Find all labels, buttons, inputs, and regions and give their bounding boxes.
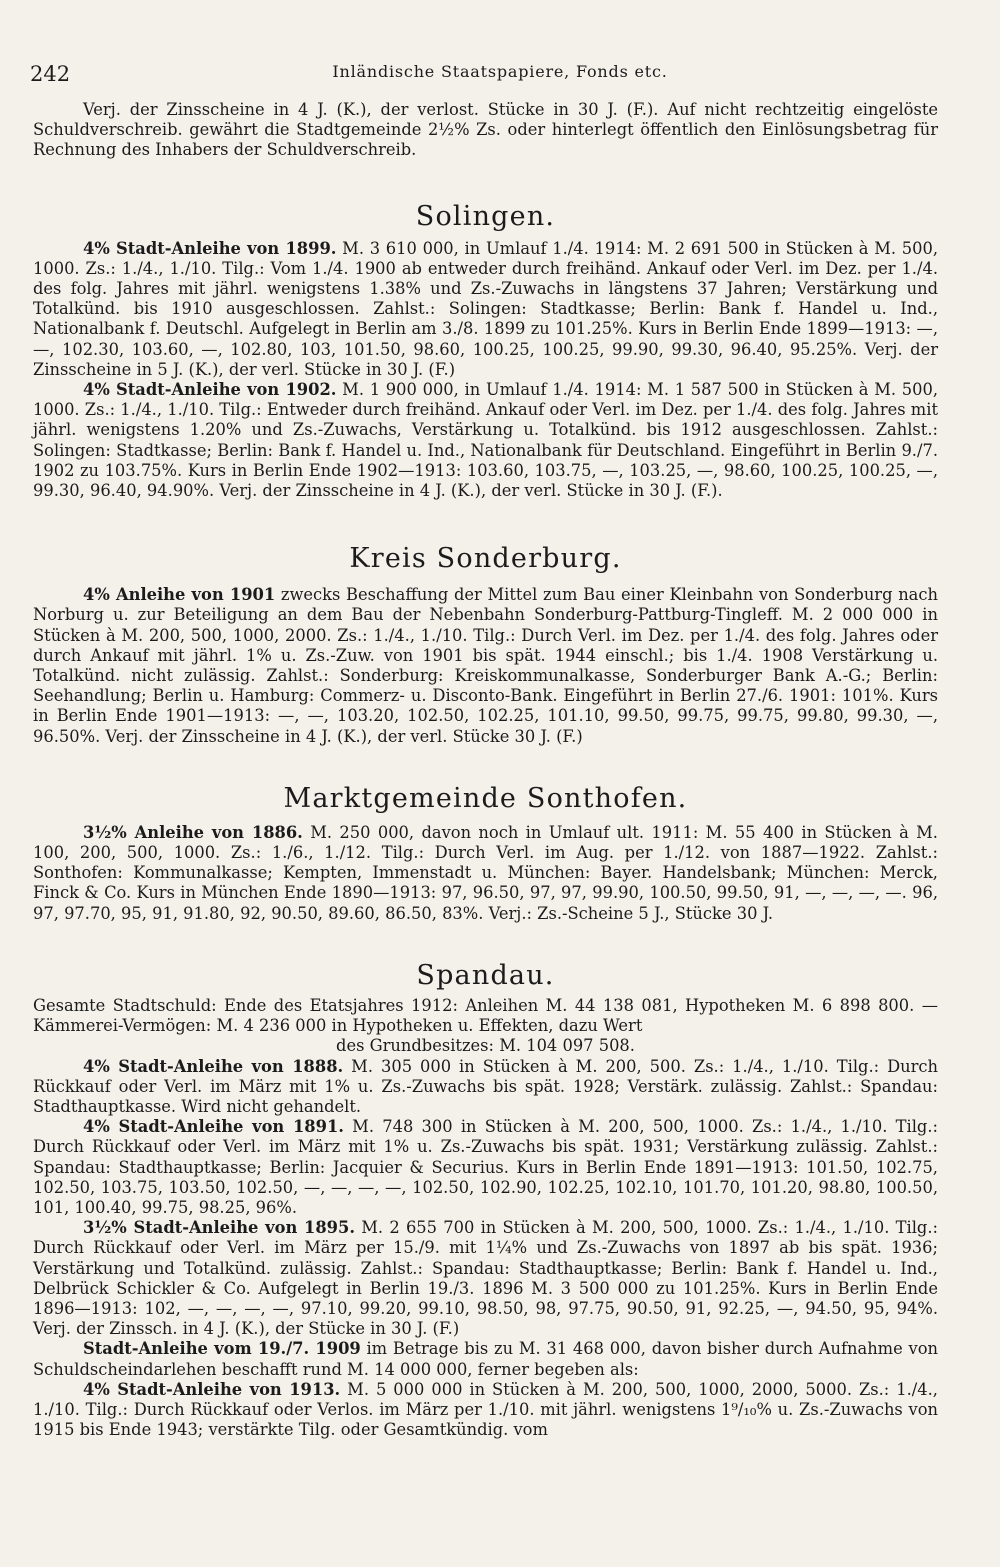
entry-lead: Stadt-Anleihe vom 19./7. 1909 [83,1339,361,1359]
entry-text: M. 5 000 000 in Stücken à M. 200, 500, 1000, 2000, 5000. Zs.: 1./4., 1./10. Tilg.: Durch Rückkauf oder Verlos. im März per 1./10. mit jährl. wenigstens 1⁹/₁₀% u. Zs.-Zuwachs von 1915 bis Ende 1943; verstärkte Tilg. oder Gesamtkündig. vom [33,1379,938,1440]
entry-text: M. 305 000 in Stücken à M. 200, 500. Zs.: 1./4., 1./10. Tilg.: Durch Rückkauf oder Verl. im März mit 1% u. Zs.-Zuwachs bis spät. 1928; Verstärk. zulässig. Zahlst.: Spandau: Stadthauptkasse. Wird nicht gehandelt. [33,1056,938,1116]
section-title-spandau: Spandau. [416,959,555,991]
summary-paragraph: Gesamte Stadtschuld: Ende des Etatsjahres 1912: Anleihen M. 44 138 081, Hypotheken M. 6 898 800. — Kämmerei-Vermögen: M. 4 236 000 in Hypotheken u. Effekten, dazu Wert [33,995,938,1036]
running-title: Inländische Staatspapiere, Fonds etc. [332,62,668,81]
page-content [33,100,938,1440]
entry-paragraph [33,1380,938,1441]
entry-paragraph [33,1057,938,1118]
section-title-solingen: Solingen. [415,200,556,232]
entry-paragraph [33,1218,938,1339]
entry-text: zwecks Beschaffung der Mittel zum Bau einer Kleinbahn von Sonderburg nach Norburg u. zur Beteiligung an dem Bau der Nebenbahn Sonderburg-Pattburg-Tingleff. M. 2 000 000 in Stücken à M. 200, 500, 1000, 2000. Zs.: 1./4., 1./10. Tilg.: Durch Verl. im Dez. per 1./4. des folg. Jahres oder durch Ankauf mit jährl. 1% u. Zs.-Zuw. von 1901 bis spät. 1944 einschl.; bis 1./4. 1908 Verstärkung u. Totalkünd. nicht zulässig. Zahlst.: Sonderburg: Kreiskommunalkasse, Sonderburger Bank A.-G.; Berlin: Seehandlung; Berlin u. Hamburg: Commerz- u. Disconto-Bank. Eingeführt in Berlin 27./6. 1901: 101%. Kurs in Berlin Ende 1901—1913: —, —, 103.20, 102.50, 102.25, 101.10, 99.50, 99.75, 99.75, 99.80, 99.30, —, 96.50%. Verj. der Zinsscheine in 4 J. (K.), der verl. Stücke 30 J. (F.) [33,585,938,746]
page-header [30,56,970,92]
entry-text: im Betrage bis zu M. 31 468 000, davon bisher durch Aufnahme von Schuldscheindarlehen beschafft rund M. 14 000 000, ferner begeben als: [33,1339,938,1379]
entry-text: M. 1 900 000, in Umlauf 1./4. 1914: M. 1 587 500 in Stücken à M. 500, 1000. Zs.: 1./4., 1./10. Tilg.: Entweder durch freihänd. Ankauf oder Verl. im Dez. per 1./4. des folg. Jahres mit jährl. wenigstens 1.20% und Zs.-Zuwachs, Verstärkung u. Totalkünd. bis 1912 ausgeschlossen. Zahlst.: Solingen: Stadtkasse; Berlin: Bank f. Handel u. Ind., Nationalbank für Deutschland. Eingeführt in Berlin 9./7. 1902 zu 103.75%. Kurs in Berlin Ende 1902—1913: 103.60, 103.75, —, 103.25, —, 98.60, 100.25, 100.25, —, 99.30, 96.40, 94.90%. Verj. der Zinsscheine in 4 J. (K.), der verl. Stücke in 30 J. (F.). [33,380,939,501]
entry-lead: 4% Stadt-Anleihe von 1891. [83,1117,344,1137]
entry-text: M. 2 655 700 in Stücken à M. 200, 500, 1000. Zs.: 1./4., 1./10. Tilg.: Durch Rückkauf oder Verl. im März per 15./9. mit 1¼% und Zs.-Zuwachs von 1897 ab bis spät. 1936; Verstärkung und Totalkünd. zulässig. Zahlst.: Spandau: Stadthauptkasse; Berlin: Bank f. Handel u. Ind., Delbrück Schickler & Co. Aufgelegt in Berlin 19./3. 1896 M. 3 500 000 zu 101.25%. Kurs in Berlin Ende 1896—1913: 102, —, —, —, —, 97.10, 99.20, 99.10, 98.50, 98, 97.75, 90.50, 91, 92.25, —, 94.50, 95, 94%. Verj. der Zinssch. in 4 J. (K.), der Stücke in 30 J. (F.) [33,1218,938,1339]
entry-paragraph [33,1339,938,1379]
entry-lead: 4% Stadt-Anleihe von 1888. [83,1056,344,1076]
entry-lead: 3½% Stadt-Anleihe von 1895. [83,1218,356,1238]
entry-paragraph [33,239,938,380]
page-number: 242 [30,62,71,86]
entry-lead: 4% Stadt-Anleihe von 1913. [83,1379,341,1399]
entry-lead: 4% Stadt-Anleihe von 1899. [83,238,337,258]
entry-lead: 3½% Anleihe von 1886. [83,822,303,842]
entry-paragraph [33,1117,938,1218]
intro-paragraph: Verj. der Zinsscheine in 4 J. (K.), der verlost. Stücke in 30 J. (F.). Auf nicht rechtzeitig eingelöste Schuldverschreib. gewährt die Stadtgemeinde 2½% Zs. oder hinterlegt öffentlich den Einlösungsbetrag für Rechnung des Inhabers der Schuldverschreib. [33,100,938,160]
entry-paragraph [33,380,938,501]
section-title-sonthofen: Marktgemeinde Sonthofen. [283,782,688,814]
entry-text: M. 3 610 000, in Umlauf 1./4. 1914: M. 2 691 500 in Stücken à M. 500, 1000. Zs.: 1./4., 1./10. Tilg.: Vom 1./4. 1900 ab entweder durch freihänd. Ankauf oder Verl. im Dez. per 1./4. des folg. Jahres mit jährl. wenigstens 1.38% und Zs.-Zuwachs in längstens 37 Jahren; Verstärkung und Totalkünd. bis 1910 ausgeschlossen. Zahlst.: Solingen: Stadtkasse; Berlin: Bank f. Handel u. Ind., Nationalbank f. Deutschl. Aufgelegt in Berlin am 3./8. 1899 zu 101.25%. Kurs in Berlin Ende 1899—1913: —, —, 102.30, 103.60, —, 102.80, 103, 101.50, 98.60, 100.25, 100.25, 99.90, 99.30, 96.40, 95.25%. Verj. der Zinsscheine in 5 J. (K.), der verl. Stücke in 30 J. (F.) [33,238,939,379]
entry-lead: 4% Stadt-Anleihe von 1902. [83,380,337,400]
entry-text: M. 250 000, davon noch in Umlauf ult. 1911: M. 55 400 in Stücken à M. 100, 200, 500, 1000. Zs.: 1./6., 1./12. Tilg.: Durch Verl. im Aug. per 1./12. von 1887—1922. Zahlst.: Sonthofen: Kommunalkasse; Kempten, Immenstadt u. München: Bayer. Handelsbank; München: Merck, Finck & Co. Kurs in München Ende 1890—1913: 97, 96.50, 97, 97, 99.90, 100.50, 99.50, 91, —, —, —, —. 96, 97, 97.70, 95, 91, 91.80, 92, 90.50, 89.60, 86.50, 83%. Verj.: Zs.-Scheine 5 J., Stücke 30 J. [33,822,938,923]
entry-lead: 4% Anleihe von 1901 [83,585,276,605]
section-title-sonderburg: Kreis Sonderburg. [349,543,622,575]
entry-paragraph [33,823,938,924]
entry-paragraph [33,585,938,747]
summary-paragraph-end: des Grundbesitzes: M. 104 097 508. [336,1036,635,1056]
entry-text: M. 748 300 in Stücken à M. 200, 500, 1000. Zs.: 1./4., 1./10. Tilg.: Durch Rückkauf oder Verl. im März mit 1% u. Zs.-Zuwachs bis spät. 1931; Verstärkung zulässig. Zahlst.: Spandau: Stadthauptkasse; Berlin: Jacquier & Securius. Kurs in Berlin Ende 1891—1913: 101.50, 102.75, 102.50, 103.75, 103.50, 102.50, —, —, —, —, 102.50, 102.90, 102.25, 102.10, 101.70, 101.20, 98.80, 100.50, 101, 100.40, 99.75, 98.25, 96%. [33,1117,938,1217]
